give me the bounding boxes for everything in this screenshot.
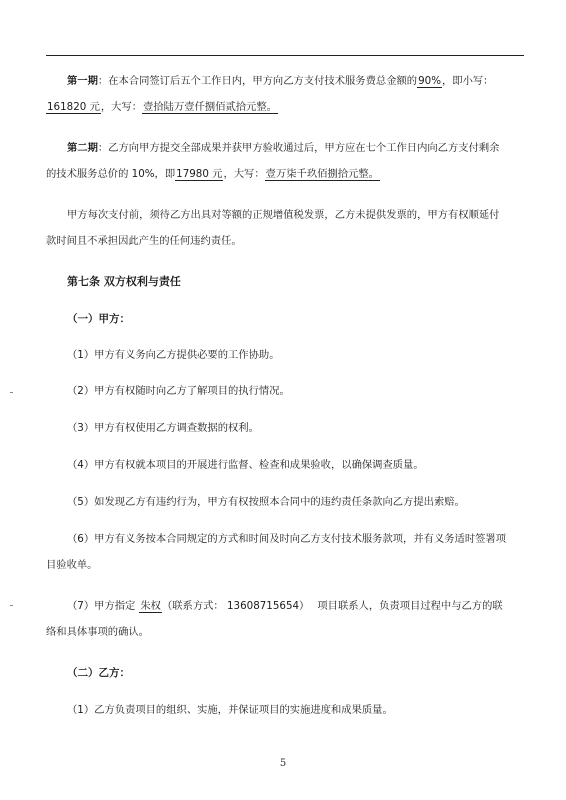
party-a-heading: （一）甲方： (67, 313, 130, 325)
page-number: 5 (279, 758, 287, 769)
phase-2-amount-small: 17980 元 (176, 168, 223, 180)
invoice-paragraph-line-2: 款时间且不承担因此产生的任何违约责任。 (46, 235, 242, 247)
item-7-prefix: （7）甲方指定 (67, 600, 136, 612)
header-rule (46, 55, 524, 56)
payment-phase-2-line-2 (46, 167, 380, 181)
phase-2-text: ：乙方向甲方提交全部成果并获甲方验收通过后，甲方应在七个工作日内向乙方支付剩余 (97, 142, 500, 154)
article-7-title: 第七条 双方权利与责任 (67, 275, 181, 288)
scan-mark (10, 392, 13, 393)
payment-phase-1-line-1 (67, 74, 493, 88)
phase-1-label: 第一期 (67, 75, 98, 87)
party-a-item-7-line-1 (67, 599, 503, 613)
phase-1-text-3: ，大写： (100, 101, 143, 113)
phase-1-percent: 90% (418, 75, 441, 87)
party-a-item-3: （3）甲方有权使用乙方调查数据的权利。 (67, 422, 259, 434)
phase-2-label: 第二期 (67, 142, 98, 154)
party-a-item-7-line-2: 络和具体事项的确认。 (46, 626, 149, 638)
item-7-suffix: 项目联系人，负责项目过程中与乙方的联 (317, 600, 503, 612)
invoice-paragraph-line-1: 甲方每次支付前，须待乙方出具对等额的正规增值税发票，乙方未提供发票的，甲方有权顺延付 (67, 209, 500, 221)
payment-phase-2-line-1 (67, 141, 499, 155)
phase-2-text-2: 的技术服务总价的 10%，即 (46, 168, 176, 180)
party-a-item-1: （1）甲方有义务向乙方提供必要的工作协助。 (67, 349, 280, 361)
contact-phone: （联系方式： 13608715654） (161, 600, 310, 612)
payment-phase-1-line-2 (46, 100, 278, 114)
party-a-item-5: （5）如发现乙方有违约行为，甲方有权按照本合同中的违约责任条款向乙方提出索赔。 (67, 496, 465, 508)
phase-2-text-3: ，大写： (223, 168, 265, 180)
phase-1-amount-big: 壹拾陆万壹仟捌佰贰拾元整。 (143, 101, 277, 113)
party-a-item-2: （2）甲方有权随时向乙方了解项目的执行情况。 (67, 385, 290, 397)
party-a-item-4: （4）甲方有权就本项目的开展进行监督、检查和成果验收，以确保调查质量。 (67, 459, 424, 471)
phase-1-amount-small: 161820 元 (47, 101, 100, 113)
scan-mark (10, 605, 13, 606)
party-b-item-1: （1）乙方负责项目的组织、实施，并保证项目的实施进度和成果质量。 (67, 704, 393, 716)
phase-1-text-2: ，即小写： (441, 75, 494, 87)
phase-2-amount-big: 壹万柒千玖佰捌拾元整。 (265, 168, 379, 180)
party-a-item-6-line-2: 目验收单。 (46, 559, 98, 571)
contact-person-name: 朱权 (140, 600, 161, 612)
party-a-item-6-line-1: （6）甲方有义务按本合同规定的方式和时间及时向乙方支付技术服务款项，并有义务适时签署项 (67, 533, 507, 545)
phase-1-text: ：在本合同签订后五个工作日内，甲方向乙方支付技术服务费总金额的 (97, 75, 418, 87)
party-b-heading: （二）乙方： (67, 667, 130, 679)
